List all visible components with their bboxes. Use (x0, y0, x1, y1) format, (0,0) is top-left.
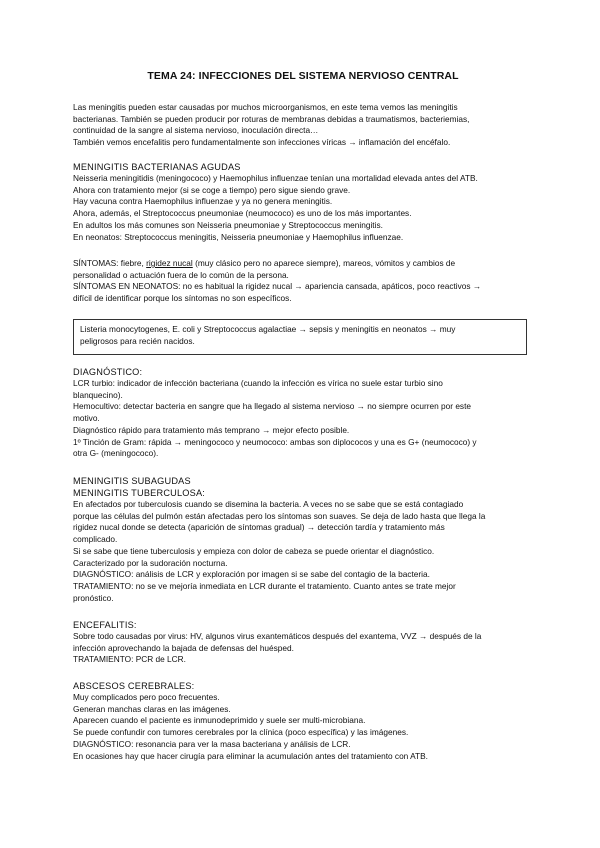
text-line: Hemocultivo: detectar bacteria en sangre que ha llegado al sistema nervioso → no siempre ocurren por este (73, 401, 472, 412)
text-line: Las meningitis pueden estar causadas por muchos microorganismos, en este tema vemos las meningitis (73, 102, 458, 112)
text-line: También vemos encefalitis pero fundamentalmente son infecciones víricas → inflamación del encéfalo. (73, 137, 451, 148)
text-line (73, 258, 533, 270)
section-heading: DIAGNÓSTICO: (73, 367, 143, 377)
text-line: Sobre todo causadas por virus: HV, algunos virus exantemáticos después del exantema, VVZ → después de la (73, 631, 482, 641)
section-encefalitis (73, 619, 533, 666)
text-line: En adultos los más comunes son Neisseria pneumoniae y Streptococcus meningitis. (73, 219, 383, 230)
text-line: otra G- (meningococo). (73, 448, 159, 459)
page-title: TEMA 24: INFECCIONES DEL SISTEMA NERVIOSO CENTRAL (147, 70, 459, 82)
text-line: Caracterizado por la sudoración nocturna. (73, 557, 228, 568)
section-subheading: MENINGITIS TUBERCULOSA: (73, 488, 206, 498)
text-line: Ahora, además, el Streptococcus pneumoniae (neumococo) es uno de los más importantes. (73, 208, 412, 219)
text-line: pronóstico. (73, 592, 114, 603)
text-line: 1º Tinción de Gram: rápida → meningococo y neumococo: ambas son diplococos y una es G+ (neumococo) y (73, 436, 477, 447)
text-line: Diagnóstico rápido para tratamiento más temprano → mejor efecto posible. (73, 424, 350, 435)
text-line: bacterianas. También se pueden producir por roturas de membranas debidas a traumatismos, bacteriemias, (73, 113, 470, 124)
section-heading: MENINGITIS BACTERIANAS AGUDAS (73, 162, 241, 172)
text-line: Se puede confundir con tumores cerebrales por la clínica (poco específica) y las imágenes. (73, 727, 409, 738)
text-line: Hay vacuna contra Haemophilus influenzae y ya no genera meningitis. (73, 196, 333, 207)
text-line: DIAGNÓSTICO: resonancia para ver la masa bacteriana y análisis de LCR. (73, 738, 351, 749)
text-line: LCR turbio: indicador de infección bacteriana (cuando la infección es vírica no suele estar turbio sino (73, 378, 443, 388)
text-line: DIAGNÓSTICO: análisis de LCR y exploración por imagen si se sabe del contagio de la bacteria. (73, 569, 430, 580)
section-heading: ENCEFALITIS: (73, 620, 137, 630)
rigidez-nucal-term: rigidez nucal (146, 258, 193, 268)
section-subagudas (73, 475, 533, 604)
text-line: TRATAMIENTO: no se ve mejoría inmediata en LCR durante el tratamiento. Cuanto antes se trate mejor (73, 580, 456, 591)
section-abscesos (73, 680, 533, 762)
text-line: infección aprovechando la bajada de defensas del huésped. (73, 642, 294, 653)
text-line: rigidez nucal donde se detecta (aparición de síntomas gradual) → detección tardía y tratamiento más (73, 522, 445, 533)
text-line: En ocasiones hay que hacer cirugía para eliminar la acumulación antes del tratamiento con ATB. (73, 750, 428, 761)
highlight-box (73, 319, 527, 355)
text-line: En afectados por tuberculosis cuando se disemina la bacteria. A veces no se sabe que se está contagiado (73, 499, 464, 509)
text-line: Muy complicados pero poco frecuentes. (73, 692, 220, 702)
text-line: En neonatos: Streptococcus meningitis, Neisseria pneumoniae y Haemophilus influenzae. (73, 231, 404, 242)
sintomas-rest: (muy clásico pero no aparece siempre), mareos, vómitos y cambios de (192, 258, 456, 268)
text-line: Listeria monocytogenes, E. coli y Streptococcus agalactiae → sepsis y meningitis en neonatos → muy (80, 324, 456, 334)
section-heading: MENINGITIS SUBAGUDAS (73, 476, 191, 486)
text-line: motivo. (73, 413, 100, 424)
text-line: difícil de identificar porque los síntomas no son específicos. (73, 293, 292, 304)
text-line: continuidad de la sangre al sistema nervioso, inoculación directa… (73, 125, 319, 136)
intro-paragraph (73, 102, 533, 149)
text-line: Neisseria meningitidis (meningococo) y Haemophilus influenzae tenían una mortalidad elevada antes del ATB. (73, 173, 478, 183)
text-line: complicado. (73, 534, 118, 545)
text-line: SÍNTOMAS EN NEONATOS: no es habitual la rigidez nucal → apariencia cansada, apáticos, poco reactivos → (73, 281, 482, 292)
section-bacterianas (73, 161, 533, 243)
text-line: porque las células del pulmón están afectadas pero los síntomas son suaves. Se deja de lado hasta que llega la (73, 510, 486, 521)
sintomas-prefix: SÍNTOMAS: fiebre, (73, 258, 147, 268)
text-line: Ahora con tratamiento mejor (si se coge a tiempo) pero sigue siendo grave. (73, 184, 351, 195)
section-diagnostico (73, 366, 533, 460)
text-line: Si se sabe que tiene tuberculosis y empieza con dolor de cabeza se puede orientar el diagnóstico. (73, 545, 435, 556)
text-line: Aparecen cuando el paciente es inmunodeprimido y suele ser multi-microbiana. (73, 715, 366, 726)
text-line: TRATAMIENTO: PCR de LCR. (73, 654, 186, 665)
text-line: Generan manchas claras en las imágenes. (73, 703, 231, 714)
text-line: blanquecino). (73, 389, 123, 400)
section-sintomas (73, 258, 533, 305)
text-line: peligrosos para recién nacidos. (80, 335, 195, 346)
section-heading: ABSCESOS CEREBRALES: (73, 681, 195, 691)
text-line: personalidad o actuación fuera de lo común de la persona. (73, 269, 289, 280)
